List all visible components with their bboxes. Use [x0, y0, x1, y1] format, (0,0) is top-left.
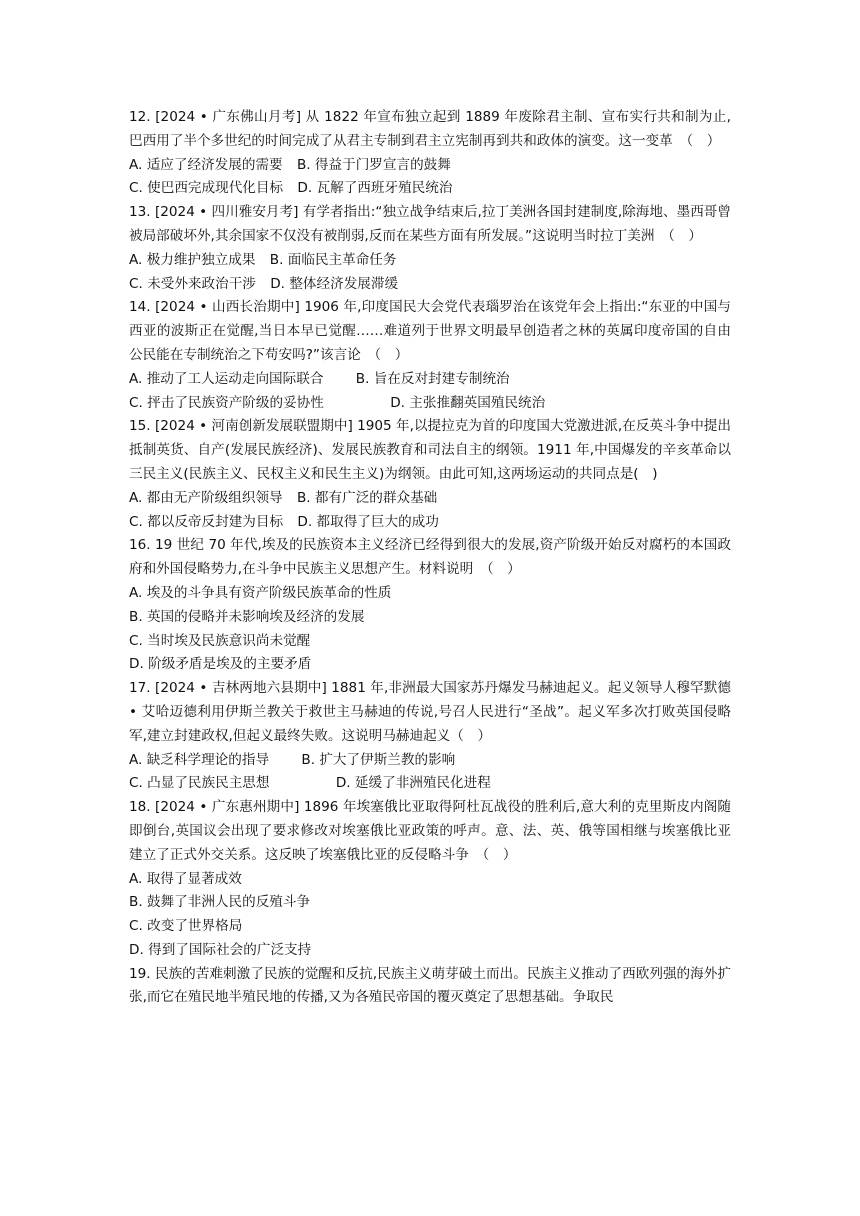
question-15-option-b: B. 都有广泛的群众基础	[296, 489, 438, 506]
question-13-options-row-2	[129, 273, 731, 297]
question-12-option-d: D. 瓦解了西班牙殖民统治	[297, 180, 453, 197]
question-16-option-c: C. 当时埃及民族意识尚未觉醒	[129, 632, 311, 649]
question-14-option-a: A. 推动了工人运动走向国际联合	[129, 370, 324, 387]
question-12-option-b: B. 得益于门罗宣言的鼓舞	[296, 156, 451, 173]
question-12-options-row-1	[129, 154, 731, 178]
question-12-option-c: C. 使巴西完成现代化目标	[129, 180, 284, 197]
question-14-option-d: D. 主张推翻英国殖民统治	[390, 394, 546, 411]
question-13-options-row-1	[129, 249, 731, 273]
question-15-option-a: A. 都由无产阶级组织领导	[129, 489, 283, 506]
worksheet-page	[129, 106, 731, 1010]
question-19-stem: 19. 民族的苦难刺激了民族的觉醒和反抗,民族主义萌芽破土而出。民族主义推动了西欧列强的海外扩张,而它在殖民地半殖民地的传播,又为各殖民帝国的覆灭奠定了思想基础。争取民	[129, 965, 731, 1006]
question-12-options-row-2	[129, 177, 731, 201]
question-15-options-row-2	[129, 511, 731, 535]
question-17-options-row-2	[129, 772, 731, 796]
question-12-option-a: A. 适应了经济发展的需要	[129, 156, 283, 173]
question-16-stem: 16. 19 世纪 70 年代,埃及的民族资本主义经济已经得到很大的发展,资产阶级开始反对腐朽的本国政府和外国侵略势力,在斗争中民族主义思想产生。材料说明 （ ）	[129, 537, 731, 578]
question-14-stem: 14. [2024 • 山西长治期中] 1906 年,印度国民大会党代表瑙罗治在该党年会上指出:“东亚的中国与西亚的波斯正在觉醒,当日本早已觉醒……难道列于世界文明最早创造者之林的英属印度帝国的自由公民能在专制统治之下苟安吗?”该言论 （ ）	[129, 299, 731, 363]
question-15-stem: 15. [2024 • 河南创新发展联盟期中] 1905 年,以提拉克为首的印度国大党激进派,在反英斗争中提出抵制英货、自产(发展民族经济)、发展民族教育和司法自主的纲领。1911 年,中国爆发的辛亥革命以三民主义(民族主义、民权主义和民生主义)为纲领。由此可知,这两场运动的共同点是( )	[129, 418, 731, 482]
question-15-option-c: C. 都以反帝反封建为目标	[129, 513, 284, 530]
question-14-options-row-2	[129, 392, 731, 416]
question-13-option-d: D. 整体经济发展滞缓	[270, 275, 399, 292]
question-13-stem: 13. [2024 • 四川雅安月考] 有学者指出:“独立战争结束后,拉丁美洲各国封建制度,除海地、墨西哥曾被局部破坏外,其余国家不仅没有被削弱,反而在某些方面有所发展。”这说明当时拉丁美洲 （ ）	[129, 204, 731, 244]
question-16-option-a: A. 埃及的斗争具有资产阶级民族革命的性质	[129, 584, 392, 601]
question-15-option-d: D. 都取得了巨大的成功	[297, 513, 439, 530]
question-16-option-b: B. 英国的侵略并未影响埃及经济的发展	[129, 608, 365, 625]
question-14-option-b: B. 旨在反对封建专制统治	[355, 370, 510, 387]
question-17-option-c: C. 凸显了民族民主思想	[129, 775, 270, 792]
question-15-options-row-1	[129, 487, 731, 511]
question-18-option-b: B. 鼓舞了非洲人民的反殖斗争	[129, 894, 311, 911]
question-18-option-d: D. 得到了国际社会的广泛支持	[129, 941, 312, 958]
question-18-option-c: C. 改变了世界格局	[129, 918, 243, 935]
question-18-option-a: A. 取得了显著成效	[129, 870, 242, 887]
question-18-stem: 18. [2024 • 广东惠州期中] 1896 年埃塞俄比亚取得阿杜瓦战役的胜利后,意大利的克里斯皮内阁随即倒台,英国议会出现了要求修改对埃塞俄比亚政策的呼声。意、法、英、俄等国相继与埃塞俄比亚建立了正式外交关系。这反映了埃塞俄比亚的反侵略斗争 （ ）	[129, 799, 731, 863]
question-17-option-a: A. 缺乏科学理论的指导	[129, 751, 270, 768]
question-12-stem: 12. [2024 • 广东佛山月考] 从 1822 年宣布独立起到 1889 年废除君主制、宣布实行共和制为止,巴西用了半个多世纪的时间完成了从君主专制到君主立宪制再到共和政体的演变。这一变革 （ ）	[129, 109, 731, 149]
question-16-option-d: D. 阶级矛盾是埃及的主要矛盾	[129, 656, 312, 673]
question-17-option-d: D. 延缓了非洲殖民化进程	[335, 775, 491, 792]
question-13-option-b: B. 面临民主革命任务	[269, 251, 397, 268]
question-17-stem: 17. [2024 • 吉林两地六县期中] 1881 年,非洲最大国家苏丹爆发马赫迪起义。起义领导人穆罕默德 • 艾哈迈德利用伊斯兰教关于救世主马赫迪的传说,号召人民进行“圣战”。起义军多次打败英国侵略军,建立封建政权,但起义最终失败。这说明马赫迪起义（ ）	[129, 680, 731, 744]
question-13-option-a: A. 极力维护独立成果	[129, 251, 256, 268]
question-14-options-row-1	[129, 368, 731, 392]
question-14-option-c: C. 抨击了民族资产阶级的妥协性	[129, 394, 324, 411]
question-13-option-c: C. 未受外来政治干涉	[129, 275, 256, 292]
question-17-options-row-1	[129, 749, 731, 773]
question-17-option-b: B. 扩大了伊斯兰教的影响	[301, 751, 456, 768]
